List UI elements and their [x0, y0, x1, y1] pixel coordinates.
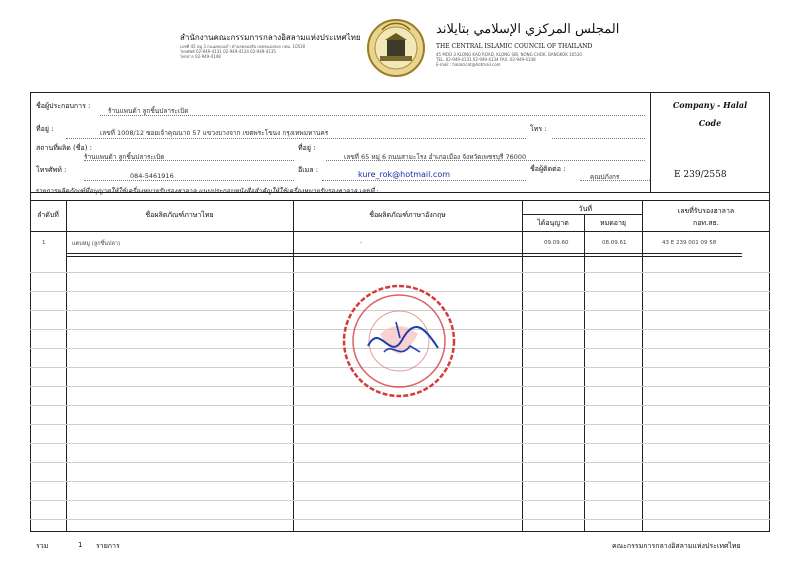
email-label: อีเมล :: [298, 166, 319, 174]
table-row: [30, 238, 770, 252]
email-value[interactable]: kure_rok@hotmail.com: [358, 170, 451, 179]
row-1-underline-a: [66, 253, 742, 254]
col-header-cert-no: เลขที่รับรองฮาลาล: [677, 207, 735, 215]
org-fax-line: โทรสาร 02-949-4148: [180, 54, 221, 59]
org-name-ar: المجلس المركزي الإسلامي بتايلاند: [436, 22, 620, 37]
row-1-underline-b: [66, 256, 742, 257]
intro-text: รายการผลิตภัณฑ์ที่อนุญาตให้ใช้เครื่องหมายรับรองฮาลาล แนบประกอบหนังสือสำคัญให้ใช้เครื่องหมายรับรองฮาลาล เลขที่ :: [35, 187, 379, 195]
col-header-name-th: ชื่อผลิตภัณฑ์ภาษาไทย: [145, 211, 214, 219]
halal-box-code-label: Code: [698, 118, 722, 128]
telephone-label: โทรศัพท์ :: [36, 166, 67, 174]
org-phone-line: โทรศัพท์ 02-949-4131 02-949-4134 02-949-4135: [180, 49, 276, 54]
contact-value: คุณปภังกร: [590, 173, 620, 181]
row-no: 1: [42, 240, 46, 246]
org-address-en-line: 45 MOO 3 KLONG KAO ROAD, KLONG SIB, NONG CHOK, BANGKOK 10530: [436, 52, 582, 57]
email-underline: [322, 180, 526, 181]
phone-underline: [552, 138, 645, 139]
halal-code-value: E 239/2558: [674, 170, 727, 180]
row-cert-no: 43 E 239 001 09 58: [662, 240, 717, 246]
org-name-en: THE CENTRAL ISLAMIC COUNCIL OF THAILAND: [436, 43, 593, 50]
production-label: สถานที่ผลิต (ชื่อ) :: [36, 144, 93, 152]
table-header-bottom-line: [30, 231, 770, 232]
row-approved: 09.09.60: [544, 240, 569, 246]
org-address-line: เลขที่ 45 หมู่ 3 ถนนคลองเก้า ตำบลคลองสิบ เขตหนองจอก กทม. 10530: [180, 44, 306, 49]
issuer: คณะกรรมการกลางอิสลามแห่งประเทศไทย: [612, 542, 741, 550]
total-count: 1: [78, 541, 83, 549]
telephone-value: 084-5461916: [130, 172, 174, 180]
halal-box-title: Company - Halal: [672, 100, 748, 110]
address-value: เลขที่ 1008/12 ซอยเจ้าคุณนาถ 57 แขวงบางจาก เขตพระโขนง กรุงเทพมหานคร: [100, 129, 329, 137]
org-web-en-line: E-mail : halalcicot@hotmail.com: [436, 62, 501, 67]
ruled-line: [30, 424, 770, 425]
official-seal: [340, 282, 458, 400]
ruled-line: [30, 272, 770, 273]
col-header-name-en: ชื่อผลิตภัณฑ์ภาษาอังกฤษ: [369, 211, 446, 219]
address-label: ที่อยู่ :: [36, 125, 54, 133]
total-unit: รายการ: [96, 542, 120, 550]
total-label: รวม: [36, 542, 49, 550]
ruled-line: [30, 462, 770, 463]
production-underline: [84, 160, 294, 161]
production-address-underline: [326, 160, 645, 161]
contact-label: ชื่อผู้ติดต่อ :: [530, 165, 566, 173]
council-logo: [366, 18, 426, 78]
col-header-approved: ได้อนุญาต: [537, 219, 569, 227]
col-line-4: [584, 214, 585, 532]
address-underline: [66, 138, 526, 139]
org-name-th: สำนักงานคณะกรรมการกลางอิสลามแห่งประเทศไทย: [180, 33, 361, 42]
ruled-line: [30, 481, 770, 482]
col-header-expires: หมดอายุ: [599, 219, 626, 227]
row-name-th: แคบหมู (ลูกชิ้นปลา): [72, 241, 121, 247]
contact-underline: [580, 180, 650, 181]
row-name-en: -: [360, 240, 362, 246]
col-header-date-group: วันที่: [578, 205, 592, 213]
company-value: ร้านแพนด้า ลูกชิ้นปลาระเบิด: [108, 107, 189, 115]
row-expires: 08.09.61: [602, 240, 627, 246]
org-phone-en-line: TEL. 02-949-4131 02-949-4134 FAX. 02-949-4148: [436, 57, 536, 62]
ruled-line: [30, 405, 770, 406]
production-address-label: ที่อยู่ :: [298, 144, 316, 152]
ruled-line: [30, 443, 770, 444]
ruled-line: [30, 500, 770, 501]
production-address-value: เลขที่ 65 หมู่ 6 ถนนสามะโรง อำเภอเมือง จังหวัดเพชรบุรี 76000: [344, 153, 527, 161]
table-top-line: [30, 200, 770, 201]
phone-label: โทร :: [530, 125, 547, 133]
col-header-cert-sub: กอท.สธ.: [692, 219, 720, 227]
org-address-th: [180, 44, 375, 59]
col-header-no: ลำดับที่: [37, 211, 59, 219]
telephone-underline: [84, 180, 294, 181]
production-value: ร้านแพนด้า ลูกชิ้นปลาระเบิด: [84, 153, 165, 161]
company-label: ชื่อผู้ประกอบการ :: [36, 102, 91, 110]
company-underline: [100, 115, 645, 116]
ruled-line: [30, 519, 770, 520]
org-address-en: [436, 52, 636, 67]
